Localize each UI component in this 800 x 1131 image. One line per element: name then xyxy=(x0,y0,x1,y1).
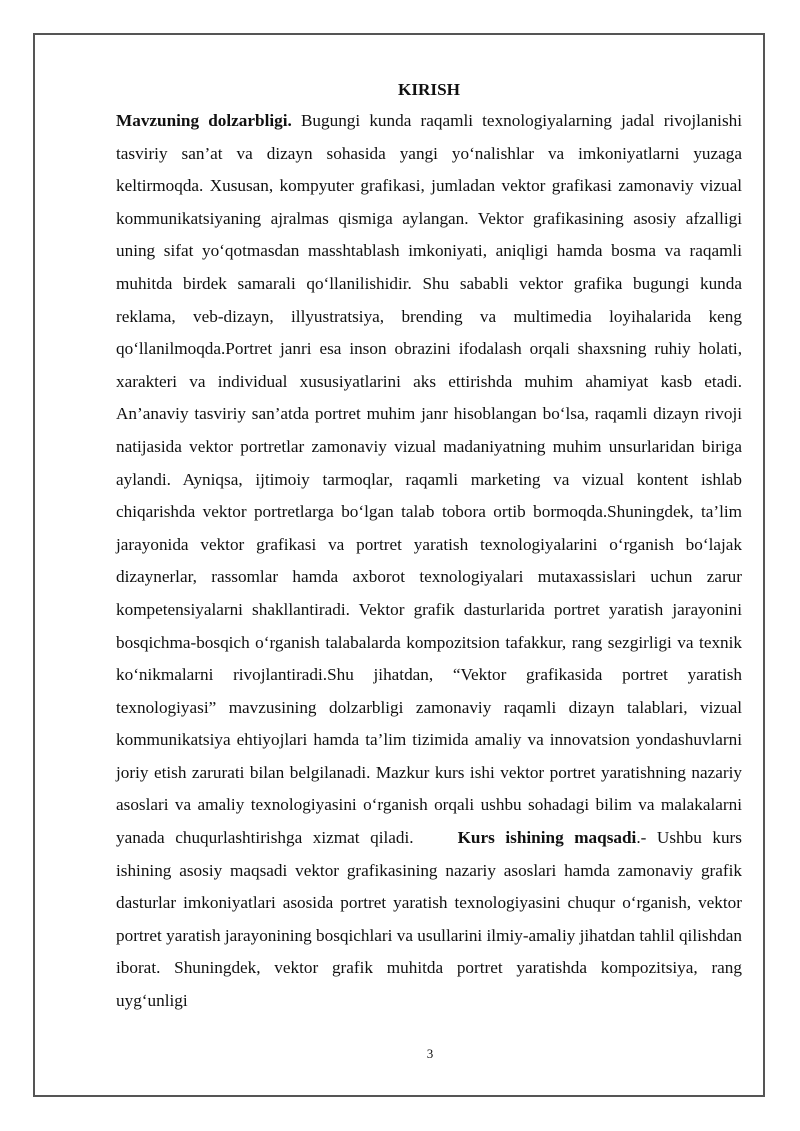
body-paragraph xyxy=(116,105,742,1018)
goal-text: .- Ushbu kurs ishining asosiy maqsadi vektor grafikasining nazariy asoslari hamda zamonaviy grafik dasturlar imkoniyatlari asosida portret yaratish texnologiyasini chuqur o‘rganish, vektor portret yaratish jarayonining bosqichlari va usullarini ilmiy-amaliy jihatdan tahlil qilishdan iborat. Shuningdek, vektor grafik muhitda portret yaratishda kompozitsiya, rang uyg‘unligi xyxy=(116,828,742,1011)
relevance-lead: Mavzuning dolzarbligi. xyxy=(116,111,292,130)
page-number: 3 xyxy=(426,1046,434,1061)
relevance-text: Bugungi kunda raqamli texnologiyalarning jadal rivojlanishi tasviriy san’at va dizayn sohasida yangi yo‘nalishlar va imkoniyatlarni yuzaga keltirmoqda. Xususan, kompyuter grafikasi, jumladan vektor grafikasi zamonaviy vizual kommunikatsiyaning ajralmas qismiga aylangan. Vektor grafikasining asosiy afzalligi uning sifat yo‘qotmasdan masshtablash imkoniyati, aniqligi hamda bosma va raqamli muhitda birdek samarali qo‘llanilishidir. Shu sababli vektor grafika bugungi kunda reklama, veb-dizayn, illyustratsiya, brending va multimedia loyihalarida keng qo‘llanilmoqda.Portret janri esa inson obrazini ifodalash orqali shaxsning ruhiy holati, xarakteri va individual xususiyatlarini aks ettirishda muhim ahamiyat kasb etadi. An’anaviy tasviriy san’atda portret muhim janr hisoblangan bo‘lsa, raqamli dizayn rivoji natijasida vektor portretlar zamonaviy vizual madaniyatning muhim unsurlaridan biriga aylandi. Ayniqsa, ijtimoiy tarmoqlar, raqamli marketing va vizual kontent ishlab chiqarishda vektor portretlarga bo‘lgan talab tobora ortib bormoqda.Shuningdek, ta’lim jarayonida vektor grafikasi va portret yaratish texnologiyalarini o‘rganish bo‘lajak dizaynerlar, rassomlar hamda axborot texnologiyalari mutaxassislari uchun zarur kompetensiyalarni shakllantiradi. Vektor grafik dasturlarida portret yaratish jarayonini bosqichma-bosqich o‘rganish talabalarda kompozitsion tafakkur, rang sezgirligi va texnik ko‘nikmalarni rivojlantiradi.Shu jihatdan, “Vektor grafikasida portret yaratish texnologiyasi” mavzusining dolzarbligi zamonaviy raqamli dizayn talablari, vizual kommunikatsiya ehtiyojlari hamda ta’lim tizimida amaliy va innovatsion yondashuvlarni joriy etish zarurati bilan belgilanadi. Mazkur kurs ishi vektor portret yaratishning nazariy asoslari va amaliy texnologiyasini o‘rganish orqali ushbu sohadagi bilim va malakalarni yanada chuqurlashtirishga xizmat qiladi. xyxy=(116,111,743,848)
section-heading: KIRISH xyxy=(397,80,461,99)
goal-lead: Kurs ishining maqsadi xyxy=(457,828,637,848)
document-body xyxy=(116,76,742,1018)
